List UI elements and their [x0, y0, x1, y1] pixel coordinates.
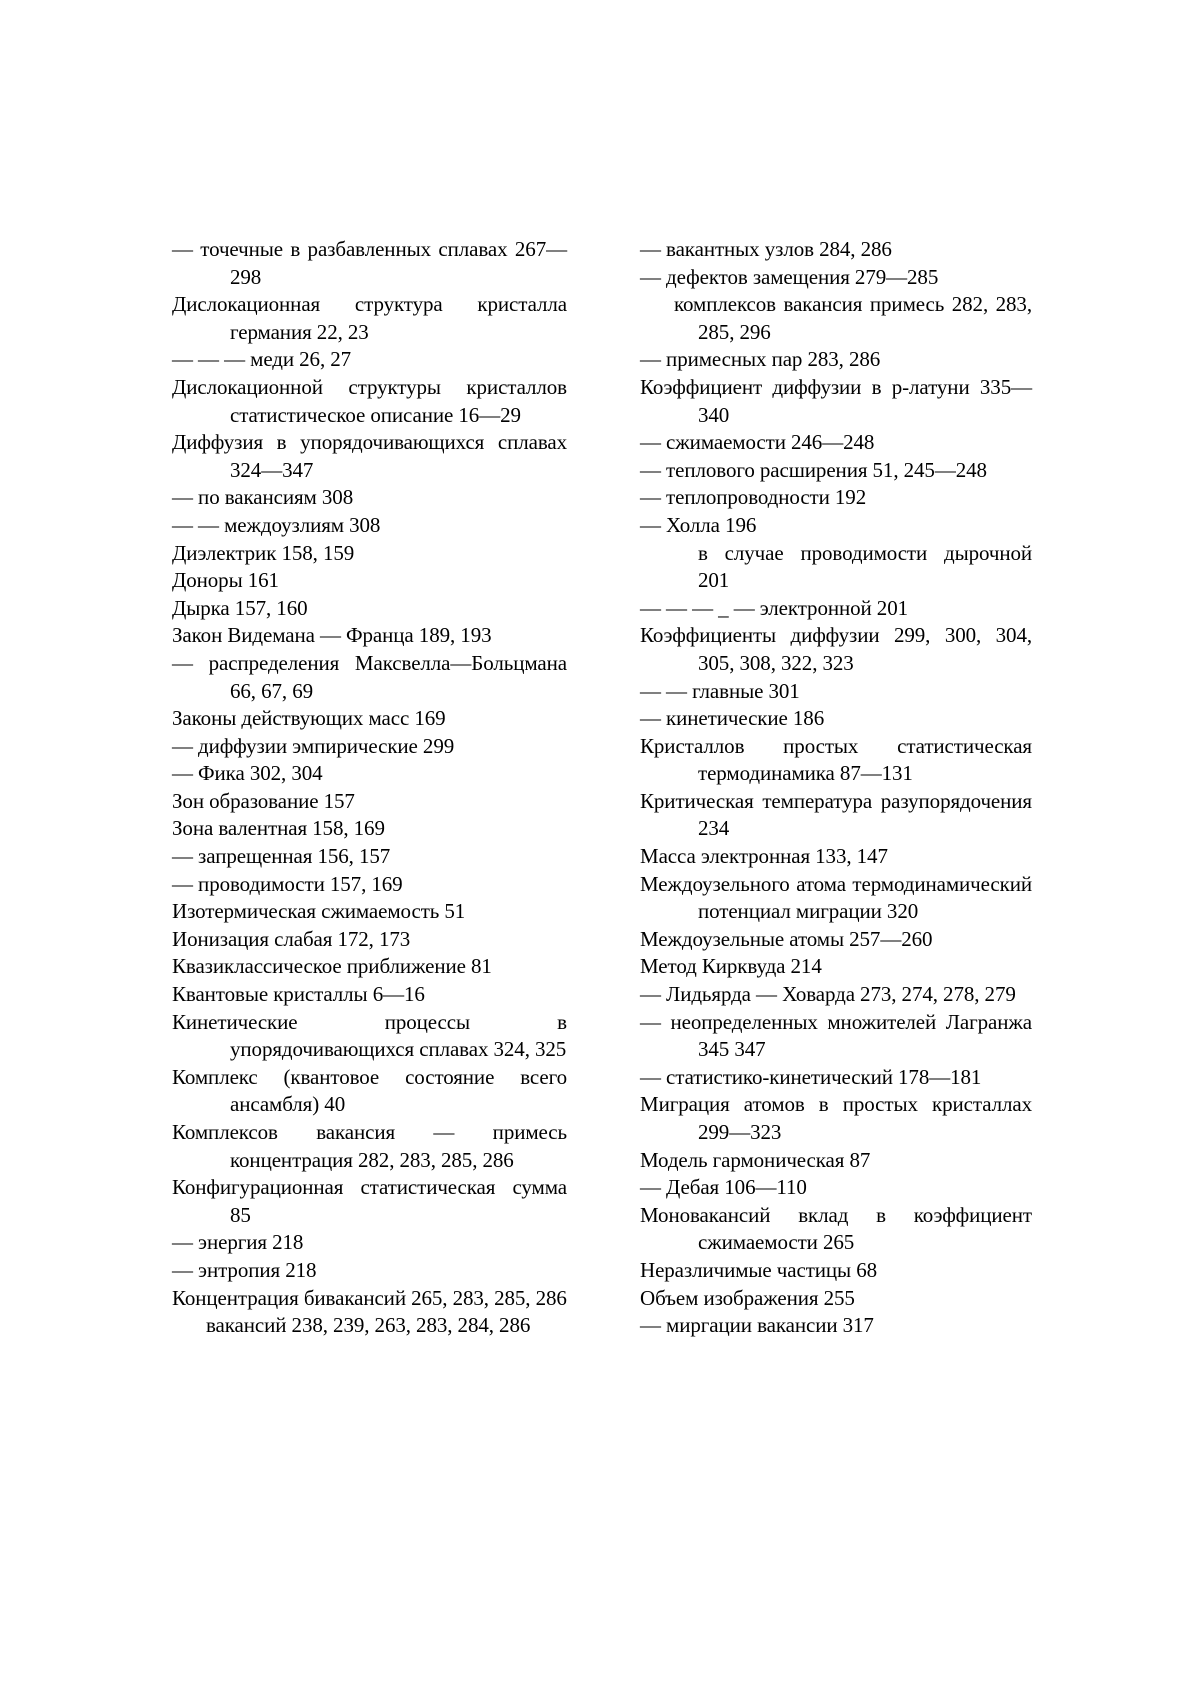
index-entry: Модель гармоническая 87	[640, 1147, 871, 1172]
index-entry: Коэффициенты диффузии 299, 300, 304, 305, 308, 322, 323	[640, 623, 1032, 675]
index-entry: — распределения Максвелла—Больцмана 66, 67, 69	[172, 650, 567, 703]
index-entry: Комплексов вакансия — примесь концентрация 282, 283, 285, 286	[172, 1120, 567, 1172]
index-entry: Кристаллов простых статистическая термодинамика 87—131	[640, 733, 1032, 786]
index-entry: Коэффициент диффузии в p-латуни 335—340	[640, 374, 1032, 427]
index-entry: Квазиклассическое приближение 81	[172, 954, 492, 979]
index-entry: — энтропия 218	[172, 1257, 317, 1282]
index-entry: Диффузия в упорядочивающихся сплавах 324—347	[172, 430, 567, 482]
index-entry: — проводимости 157, 169	[172, 871, 403, 896]
index-entry: вакансий 238, 239, 263, 283, 284, 286	[206, 1313, 531, 1338]
index-entry: — Дебая 106—110	[640, 1175, 807, 1200]
index-entry: Объем изображения 255	[640, 1285, 855, 1310]
index-entry: — кинетические 186	[640, 706, 825, 731]
index-entry: — статистико-кинетический 178—181	[640, 1064, 982, 1089]
index-entry: Закон Видемана — Франца 189, 193	[172, 623, 492, 648]
index-entry: Кинетические процессы в упорядочивающихся сплавах 324, 325	[172, 1009, 567, 1062]
index-entry: — — междоузлиям 308	[172, 512, 381, 537]
index-entry: — сжимаемости 246—248	[640, 430, 875, 455]
index-entry: — — — _ — электронной 201	[640, 595, 909, 620]
index-entry: Зона валентная 158, 169	[172, 816, 385, 841]
index-entry: в случае проводимости дырочной 201	[698, 540, 1032, 593]
index-entry: — точечные в разбавленных сплавах 267—298	[172, 237, 567, 289]
index-entry: комплексов вакансия примесь 282, 283, 285, 296	[674, 292, 1032, 344]
index-entry: — миргации вакансии 317	[640, 1313, 874, 1338]
index-entry: — энергия 218	[172, 1230, 304, 1255]
index-entry: Масса электронная 133, 147	[640, 844, 888, 869]
index-entry: Моновакансий вклад в коэффициент сжимаемости 265	[640, 1202, 1032, 1255]
index-entry: Ионизация слабая 172, 173	[172, 926, 411, 951]
index-entry: — — — меди 26, 27	[172, 347, 352, 372]
index-entry: — теплопроводности 192	[640, 485, 867, 510]
index-entry: Междоузельные атомы 257—260	[640, 926, 933, 951]
index-entry: Междоузельного атома термодинамический потенциал миграции 320	[640, 871, 1032, 924]
index-column-right	[640, 236, 1032, 1340]
index-entry: Дислокационная структура кристалла германия 22, 23	[172, 292, 567, 344]
index-entry: Диэлектрик 158, 159	[172, 540, 355, 565]
index-entry: Дислокационной структуры кристаллов статистическое описание 16—29	[172, 374, 567, 427]
index-entry: — дефектов замещения 279—285	[640, 264, 939, 289]
index-entry: Метод Кирквуда 214	[640, 954, 822, 979]
index-entry: Концентрация бивакансий 265, 283, 285, 286	[172, 1285, 567, 1310]
index-entry: — Фика 302, 304	[172, 761, 323, 786]
index-entry: Конфигурационная статистическая сумма 85	[172, 1175, 567, 1227]
index-entry: Доноры 161	[172, 568, 279, 593]
index-entry: Дырка 157, 160	[172, 595, 308, 620]
index-entry: Миграция атомов в простых кристаллах 299—323	[640, 1092, 1032, 1144]
index-entry: — запрещенная 156, 157	[172, 844, 391, 869]
index-entry: — примесных пар 283, 286	[640, 347, 881, 372]
index-column-left	[172, 236, 567, 1340]
index-entry: Квантовые кристаллы 6—16	[172, 982, 425, 1007]
index-entry: Неразличимые частицы 68	[640, 1257, 878, 1282]
index-entry: Изотермическая сжимаемость 51	[172, 899, 466, 924]
index-entry: — теплового расширения 51, 245—248	[640, 457, 987, 482]
index-entry: Комплекс (квантовое состояние всего ансамбля) 40	[172, 1064, 567, 1117]
index-entry: — неопределенных множителей Лагранжа 345 347	[640, 1009, 1032, 1062]
index-entry: Критическая температура разупорядочения 234	[640, 788, 1032, 841]
index-entry: Зон образование 157	[172, 788, 355, 813]
index-entry: — Лидьярда — Ховарда 273, 274, 278, 279	[640, 982, 1016, 1007]
index-entry: — — главные 301	[640, 678, 800, 703]
index-entry: — вакантных узлов 284, 286	[640, 237, 892, 261]
index-entry: — по вакансиям 308	[172, 485, 354, 510]
index-entry: — Холла 196	[640, 512, 757, 537]
index-entry: — диффузии эмпирические 299	[172, 733, 455, 758]
index-entry: Законы действующих масс 169	[172, 706, 446, 731]
